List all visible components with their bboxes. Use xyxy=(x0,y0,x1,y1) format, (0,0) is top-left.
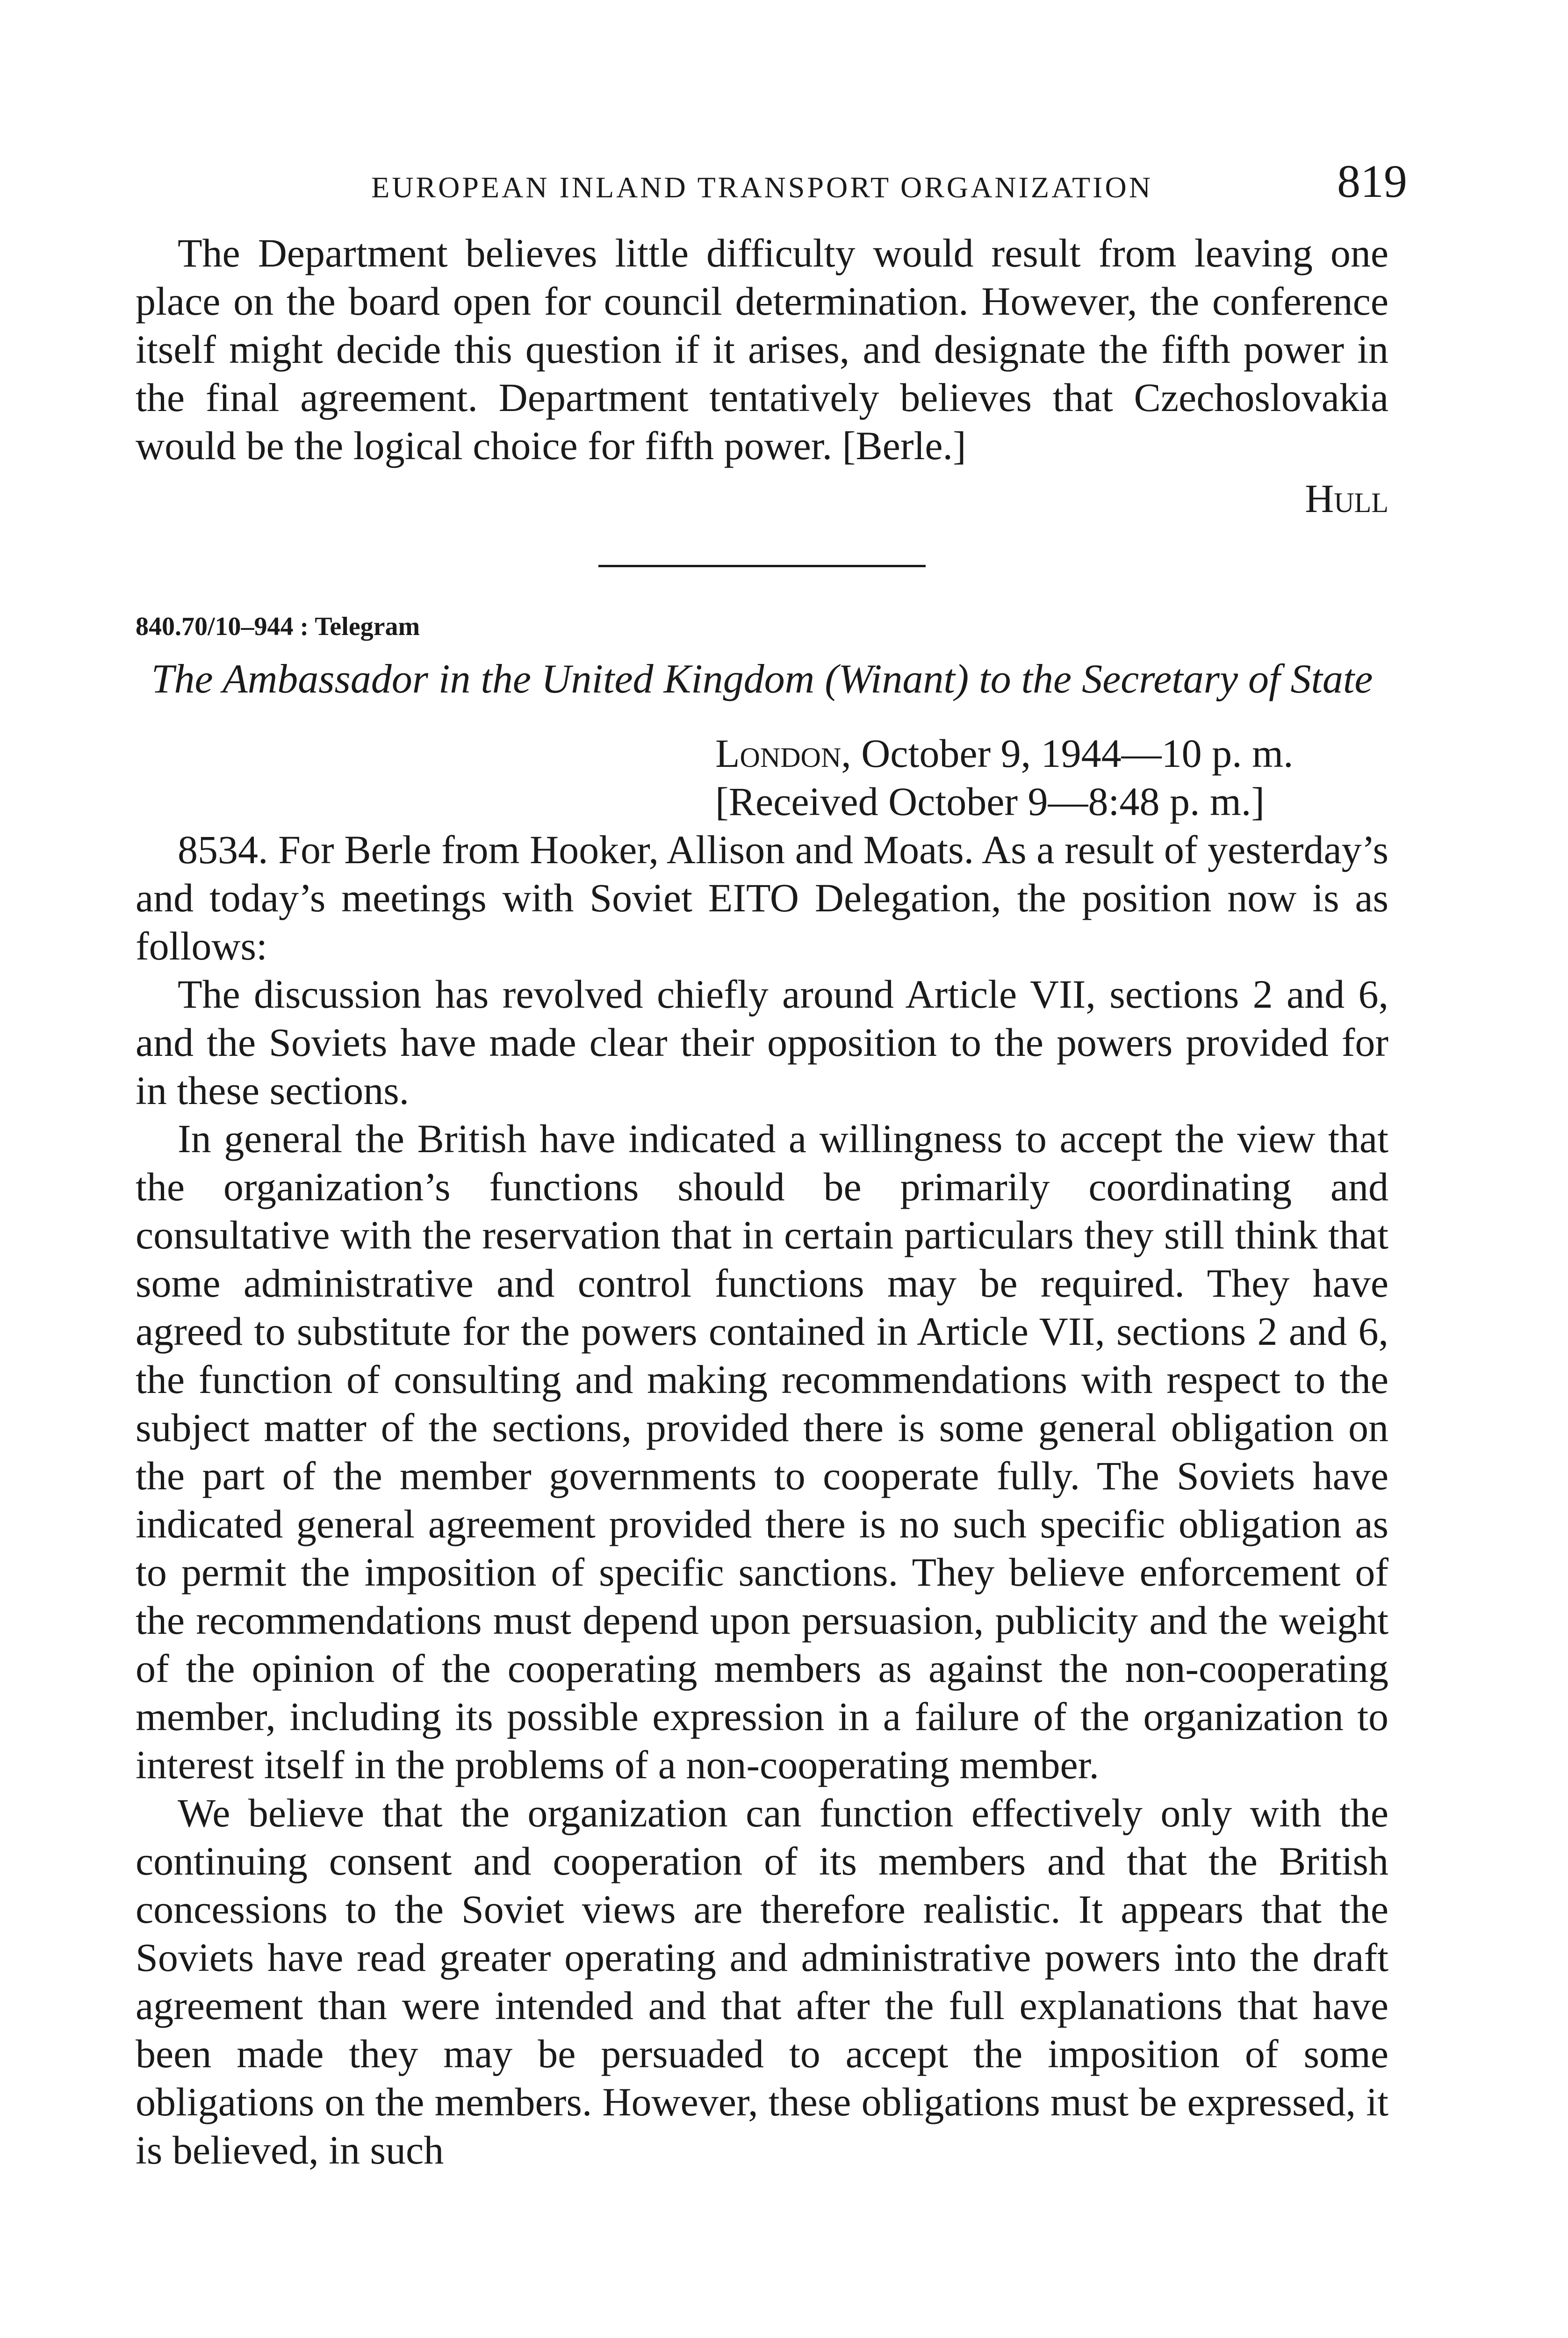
intro-paragraph: The Department believes little difficulty would result from leaving one place on the board open for council determination. However, the conference itself might decide this question if it arises, and designate the fifth power in the final agreement. Department tentatively believes that Czechoslovakia would be the logical choice for fifth power. [Berle.] xyxy=(136,231,1388,468)
body-paragraph: 8534. For Berle from Hooker, Allison and Moats. As a result of yesterday’s and today’s meetings with Soviet EITO Delegation, the position now is as follows: xyxy=(136,827,1388,968)
section-divider xyxy=(598,565,926,567)
running-title: EUROPEAN INLAND TRANSPORT ORGANIZATION xyxy=(371,171,1153,204)
document-page xyxy=(136,154,1407,2174)
body-paragraph: In general the British have indicated a willingness to accept the view that the organization’s functions should be primarily coordinating and consultative with the reservation that in certain particulars they still think that some administrative and control functions may be required. They have agreed to substitute for the powers contained in Article VII, sections 2 and 6, the function of consulting and making recommendations with respect to the subject matter of the sections, provided there is some general obligation on the part of the member governments to cooperate fully. The Soviets have indicated general agreement provided there is no such specific obligation as to permit the imposition of specific sanctions. They believe enforcement of the recommendations must depend upon persuasion, publicity and the weight of the opinion of the cooperating members as against the non-cooperating member, including its possible expression in a failure of the organization to interest itself in the problems of a non-cooperating member. xyxy=(136,1116,1388,1787)
running-header xyxy=(136,154,1407,210)
dateline-received: [Received October 9—8:48 p. m.] xyxy=(715,779,1265,824)
body-paragraph: The discussion has revolved chiefly around Article VII, sections 2 and 6, and the Soviets have made clear their opposition to the powers provided for in these sections. xyxy=(136,972,1388,1113)
file-reference: 840.70/10–944 : Telegram xyxy=(136,612,420,641)
signature: Hull xyxy=(1305,476,1388,521)
telegram-body xyxy=(136,826,1388,2174)
body-paragraph: We believe that the organization can function effectively only with the continuing consent and cooperation of its members and that the British concessions to the Soviet views are therefore realistic. It appears that the Soviets have read greater operating and administrative powers into the draft agreement than were intended and that after the full explanations that have been made they may be persuaded to accept the imposition of some obligations on the members. However, these obligations must be expressed, it is believed, in such xyxy=(136,1790,1388,2172)
dateline-date: , October 9, 1944—10 p. m. xyxy=(841,731,1294,776)
dateline-place: London xyxy=(715,731,842,776)
dateline-sent xyxy=(715,729,1388,778)
page-number: 819 xyxy=(1337,155,1407,207)
document-title: The Ambassador in the United Kingdom (Winant) to the Secretary of State xyxy=(151,657,1373,702)
dateline xyxy=(136,729,1388,826)
